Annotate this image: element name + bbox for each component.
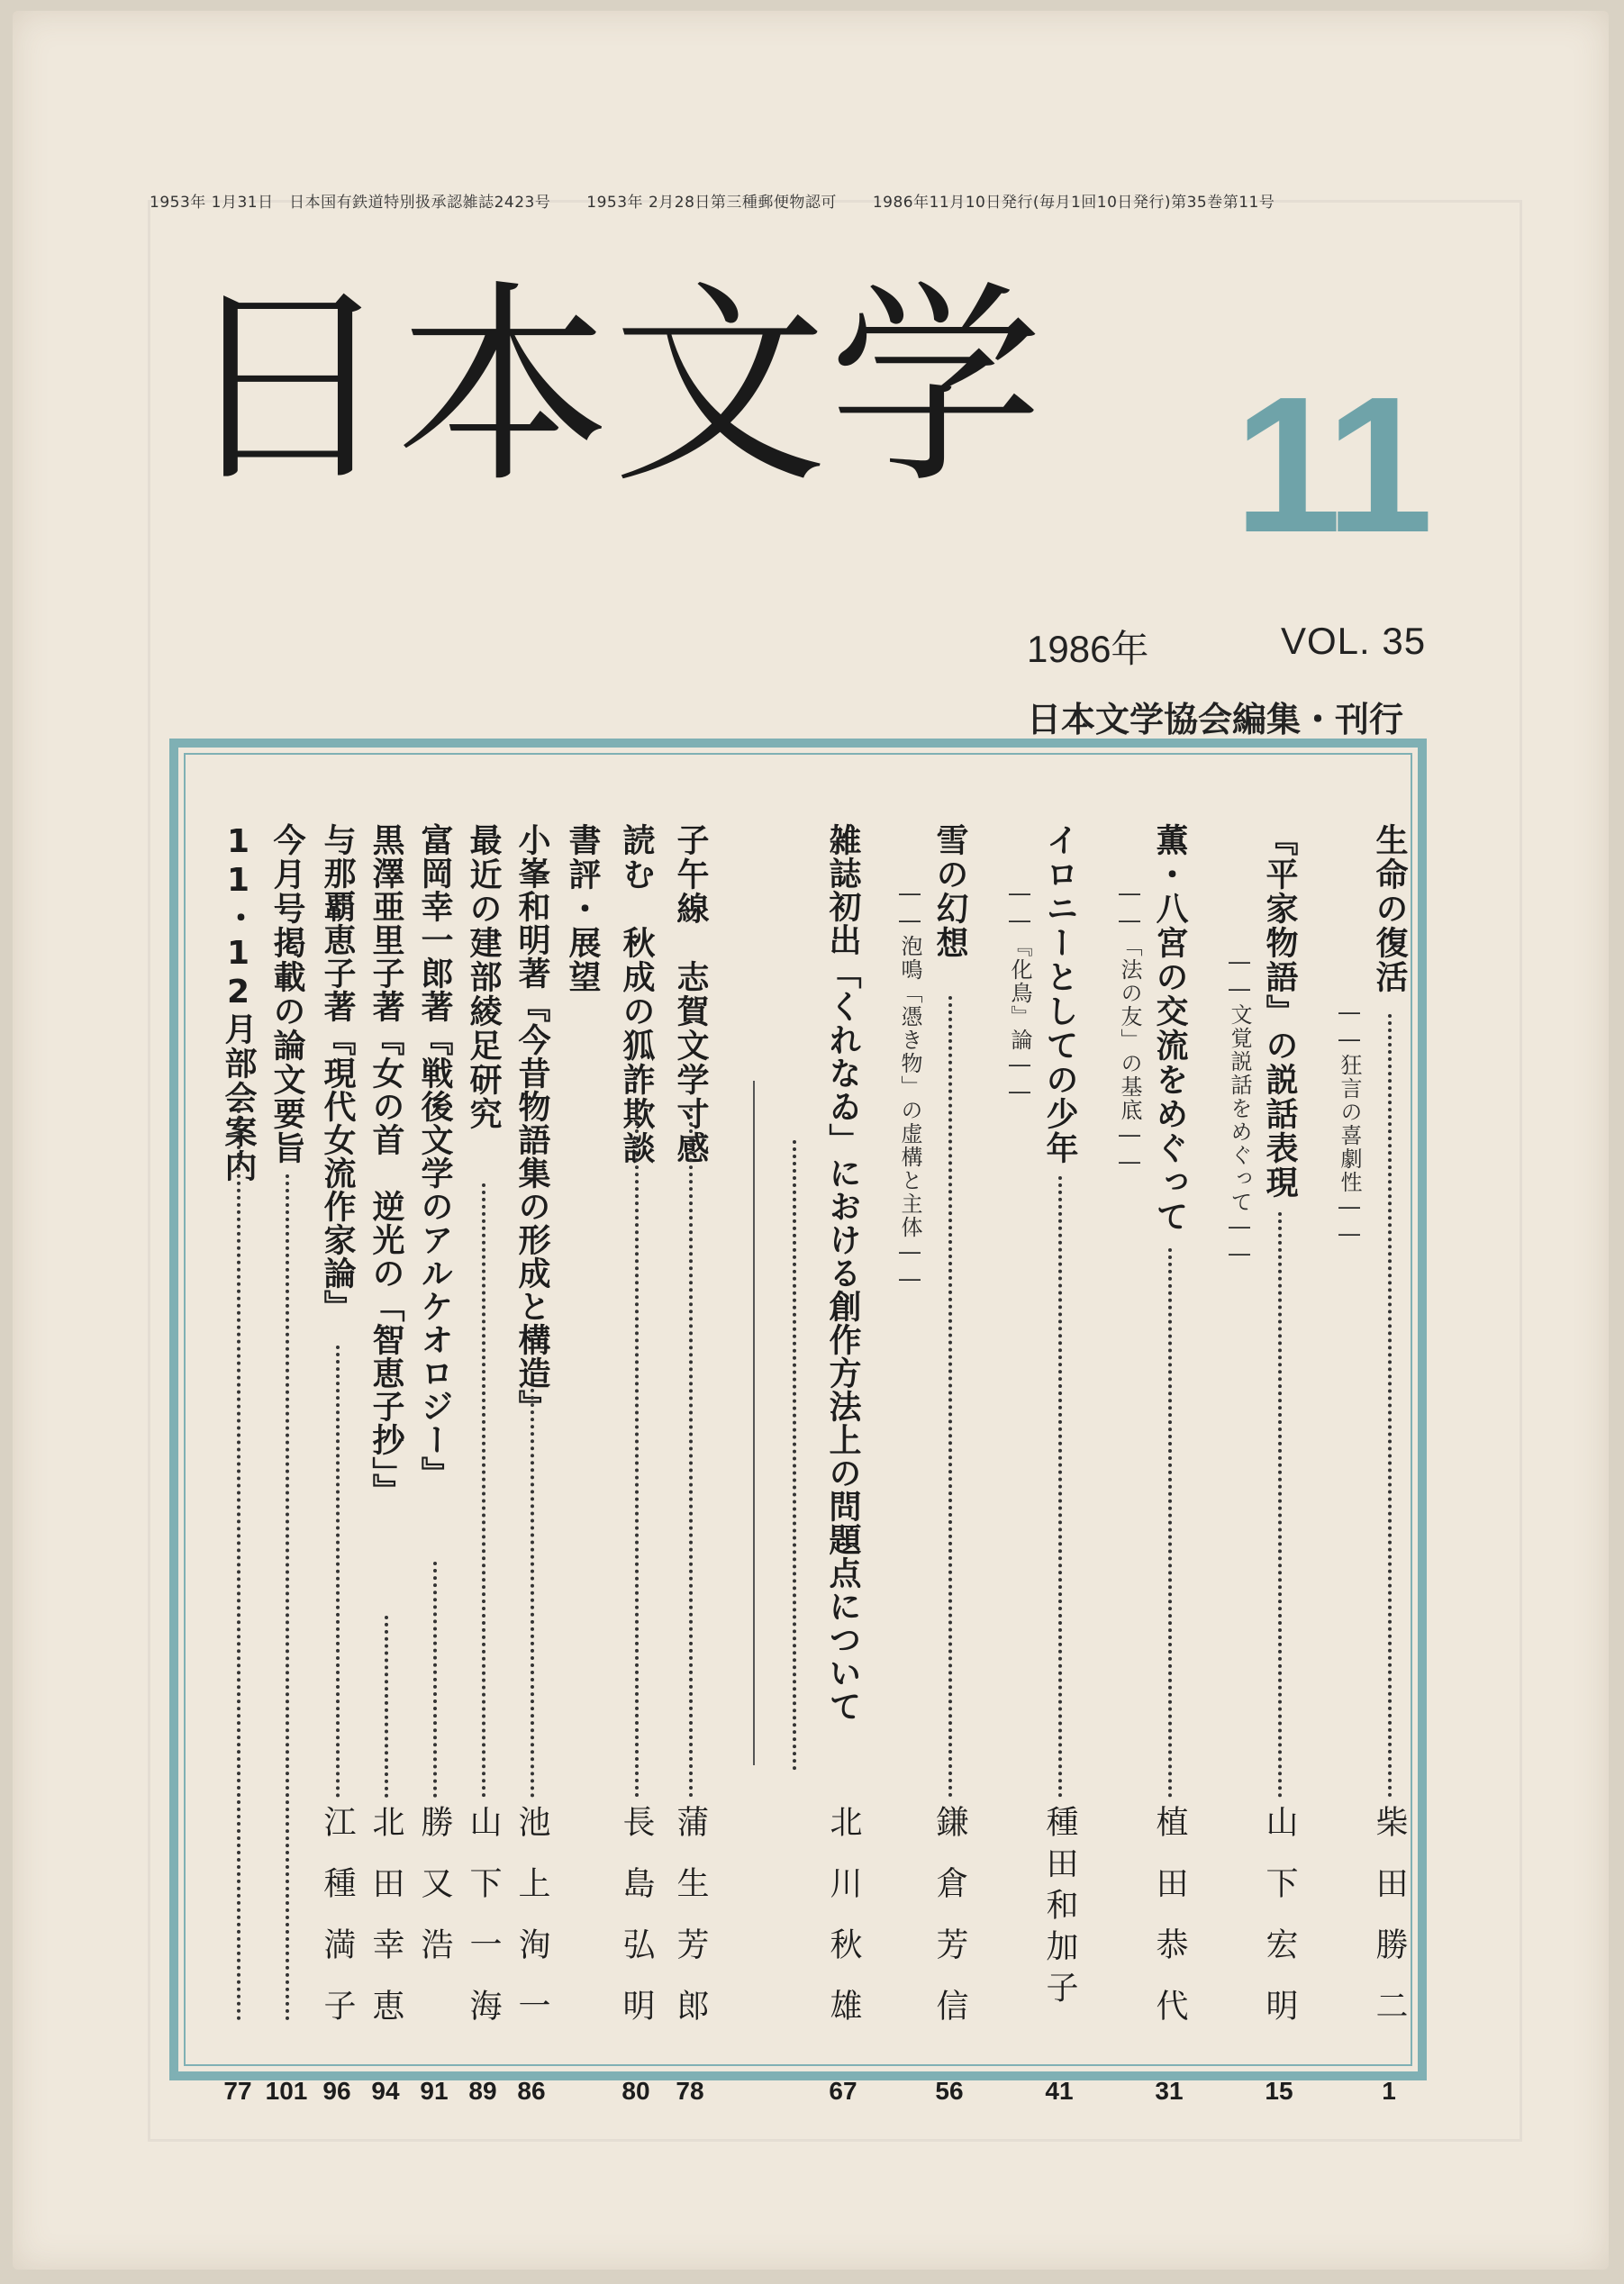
entry-page: 56 xyxy=(935,2077,964,2105)
entry-page: 96 xyxy=(322,2077,351,2105)
entry-author: 蒲生芳郎 xyxy=(672,1805,709,2050)
entry-page: 41 xyxy=(1045,2077,1074,2105)
toc-entry[interactable] xyxy=(897,823,968,2105)
entry-title: 生命の復活 xyxy=(1371,823,1408,994)
table-of-contents xyxy=(189,766,1408,2105)
entry-title: 今月号掲載の論文要旨 xyxy=(268,823,305,1165)
publisher: 日本文学協会編集・刊行 xyxy=(1027,700,1404,739)
dot-leader xyxy=(689,1108,693,1798)
dot-leader xyxy=(635,1108,639,1798)
dot-leader xyxy=(385,1616,388,1798)
entry-page: 86 xyxy=(517,2077,546,2105)
entry-page: 67 xyxy=(829,2077,857,2105)
dot-leader xyxy=(482,1183,485,1798)
masthead-title: 日本文学 xyxy=(180,263,1045,512)
toc-entry[interactable] xyxy=(513,823,550,2105)
issue-year: 1986年 xyxy=(1027,628,1149,670)
dot-leader xyxy=(336,1346,340,1798)
entry-author: 池上洵一 xyxy=(513,1805,550,2050)
entry-author: 北川秋雄 xyxy=(825,1805,862,2050)
section-divider xyxy=(753,1081,755,1765)
entry-author: 勝又浩 xyxy=(416,1805,453,1989)
entry-title: 薫・八宮の交流をめぐって xyxy=(1151,823,1188,1234)
entry-author: 江種満子 xyxy=(319,1805,356,2050)
entry-title: 読む 秋成の狐詐欺談 xyxy=(618,823,655,1165)
dot-leader xyxy=(1058,1176,1062,1798)
reviews-heading-text: 書評・展望 xyxy=(564,823,601,994)
entry-page: 80 xyxy=(621,2077,650,2105)
entry-author: 植田恭代 xyxy=(1151,1805,1188,2050)
toc-entry[interactable] xyxy=(465,823,502,2105)
entry-subtitle: ――狂言の喜劇性―― xyxy=(1337,1000,1362,1248)
entry-title: 小峯和明著『今昔物語集の形成と構造』 xyxy=(513,823,550,1423)
entry-subtitle: ――泡鳴「憑き物」の虚構と主体―― xyxy=(897,881,922,1293)
entry-subtitle: ――『化鳥』論―― xyxy=(1007,881,1032,1106)
entry-author: 山下宏明 xyxy=(1261,1805,1298,2050)
entry-title: イロニーとしての少年 xyxy=(1041,823,1078,1165)
toc-entry[interactable] xyxy=(1117,823,1188,2105)
entry-author: 種田和加子 xyxy=(1041,1805,1078,2012)
registration-1: 1953年 1月31日 日本国有鉄道特別扱承認雑誌2423号 xyxy=(150,194,551,212)
dot-leader xyxy=(286,1174,289,2021)
entry-page: 89 xyxy=(468,2077,497,2105)
entry-page: 15 xyxy=(1265,2077,1293,2105)
dot-leader xyxy=(1278,1212,1282,1798)
toc-entry[interactable] xyxy=(1227,823,1298,2105)
entry-title: 11・12月部会案内 xyxy=(220,823,257,1183)
entry-subtitle: ――文覚説話をめぐって―― xyxy=(1227,949,1252,1268)
reviews-heading xyxy=(564,823,600,2030)
issue-number: 11 xyxy=(1234,356,1429,573)
entry-page: 91 xyxy=(420,2077,449,2105)
entry-author: 長島弘明 xyxy=(618,1805,655,2050)
dot-leader xyxy=(948,996,952,1798)
entry-title: 富岡幸一郎著『戦後文学のアルケオロジー』 xyxy=(416,823,453,1490)
entry-title: 雑誌初出「くれなゐ」における創作方法上の問題点について xyxy=(824,823,861,1723)
toc-entry[interactable] xyxy=(1007,823,1078,2105)
toc-entry[interactable] xyxy=(618,823,655,2105)
entry-subtitle: ――「法の友」の基底―― xyxy=(1117,881,1142,1176)
entry-page: 94 xyxy=(371,2077,400,2105)
entry-title: 与那覇恵子著『現代女流作家論』 xyxy=(319,823,356,1323)
entry-title: 黒澤亜里子著『女の首 逆光の「智恵子抄」』 xyxy=(367,823,404,1507)
registration-line xyxy=(150,189,1474,212)
entry-title: 最近の建部綾足研究 xyxy=(465,823,502,1131)
registration-2: 1953年 2月28日第三種郵便物認可 xyxy=(586,194,837,212)
toc-entry[interactable] xyxy=(824,823,862,2105)
toc-entry[interactable] xyxy=(319,823,356,2105)
issue-volume: VOL. 35 xyxy=(1281,620,1427,662)
registration-3: 1986年11月10日発行(毎月1回10日発行)第35巻第11号 xyxy=(872,194,1275,212)
toc-entry[interactable] xyxy=(220,823,257,2105)
entry-author: 北田幸恵 xyxy=(367,1805,404,2050)
dot-leader xyxy=(237,1102,240,2021)
dot-leader xyxy=(433,1562,437,1798)
entry-author: 鎌倉芳信 xyxy=(931,1805,968,2050)
entry-page: 1 xyxy=(1382,2077,1396,2105)
toc-entry[interactable] xyxy=(265,823,308,2105)
toc-entry[interactable] xyxy=(1337,823,1408,2105)
entry-page: 31 xyxy=(1155,2077,1184,2105)
toc-entry[interactable] xyxy=(416,823,453,2105)
dot-leader xyxy=(531,1382,534,1798)
entry-page: 77 xyxy=(223,2077,252,2105)
entry-title: 雪の幻想 xyxy=(931,823,968,960)
dot-leader xyxy=(793,1140,796,1771)
entry-title: 『平家物語』の説話表現 xyxy=(1261,823,1298,1200)
entry-author: 柴田勝二 xyxy=(1371,1805,1408,2050)
entry-page: 101 xyxy=(265,2077,308,2105)
dot-leader xyxy=(1388,1014,1392,1798)
entry-page: 78 xyxy=(676,2077,704,2105)
entry-author: 山下一海 xyxy=(465,1805,502,2050)
toc-entry[interactable] xyxy=(672,823,709,2105)
entry-title: 子午線 志賀文学寸感 xyxy=(672,823,709,1165)
toc-entry[interactable] xyxy=(367,823,404,2105)
dot-leader xyxy=(1168,1248,1172,1798)
